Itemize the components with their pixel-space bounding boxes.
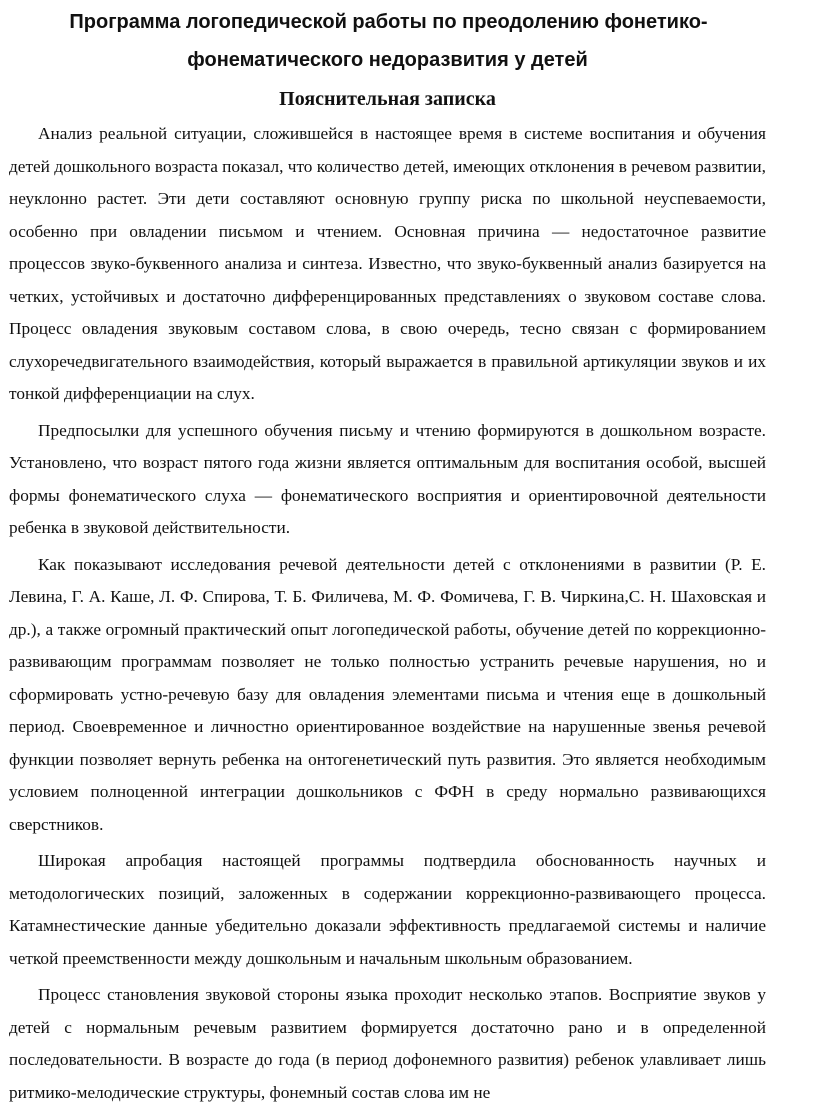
section-subtitle: Пояснительная записка: [279, 88, 496, 110]
document-title-line-1: Программа логопедической работы по преодолению фонетико-: [69, 11, 708, 33]
paragraph-4: Широкая апробация настоящей программы подтвердила обоснованность научных и методологических позиций, заложенных в содержании коррекционно-развивающего процесса. Катамнестические данные убедительно доказали эффективность предлагаемой системы и наличие четкой преемственности между дошкольным и начальным школьным образованием.: [9, 851, 766, 968]
paragraph-3: Как показывают исследования речевой деятельности детей с отклонениями в развитии (Р. Е. Левина, Г. А. Каше, Л. Ф. Спирова, Т. Б. Филичева, М. Ф. Фомичева, Г. В. Чиркина,С. Н. Шаховская и др.), а также огромный практический опыт логопедической работы, обучение детей по коррекционно-развивающим программам позволяет не только полностью устранить речевые нарушения, но и сформировать устно-речевую базу для овладения элементами письма и чтения еще в дошкольный период. Своевременное и личностно ориентированное воздействие на нарушенные звенья речевой функции позволяет вернуть ребенка на онтогенетический путь развития. Это является необходимым условием полноценной интеграции дошкольников с ФФН в среду нормально развивающихся сверстников.: [9, 554, 766, 834]
paragraph-1: Анализ реальной ситуации, сложившейся в настоящее время в системе воспитания и обучения детей дошкольного возраста показал, что количество детей, имеющих отклонения в речевом развитии, неуклонно растет. Эти дети составляют основную группу риска по школьной неуспеваемости, особенно при овладении письмом и чтением. Основная причина — недостаточное развитие процессов звуко-буквенного анализа и синтеза. Известно, что звуко-буквенный анализ базируется на четких, устойчивых и достаточно дифференцированных представлениях о звуковом составе слова. Процесс овладения звуковым составом слова, в свою очередь, тесно связан с формированием слухоречедвигательного взаимодействия, который выражается в правильной артикуляции звуков и их тонкой дифференциации на слух.: [9, 124, 766, 403]
paragraph-5: Процесс становления звуковой стороны языка проходит несколько этапов. Восприятие звуков у детей с нормальным речевым развитием формируется достаточно рано и в определенной последовательности. В возрасте до года (в период дофонемного развития) ребенок улавливает лишь ритмико-мелодические структуры, фонемный состав слова им не: [9, 985, 766, 1102]
paragraph-2: Предпосылки для успешного обучения письму и чтению формируются в дошкольном возрасте. Установлено, что возраст пятого года жизни является оптимальным для воспитания особой, высшей формы фонематического слуха — фонематического восприятия и ориентировочной деятельности ребенка в звуковой действительности.: [9, 420, 766, 537]
document-title-line-2: фонематического недоразвития у детей: [187, 49, 588, 71]
